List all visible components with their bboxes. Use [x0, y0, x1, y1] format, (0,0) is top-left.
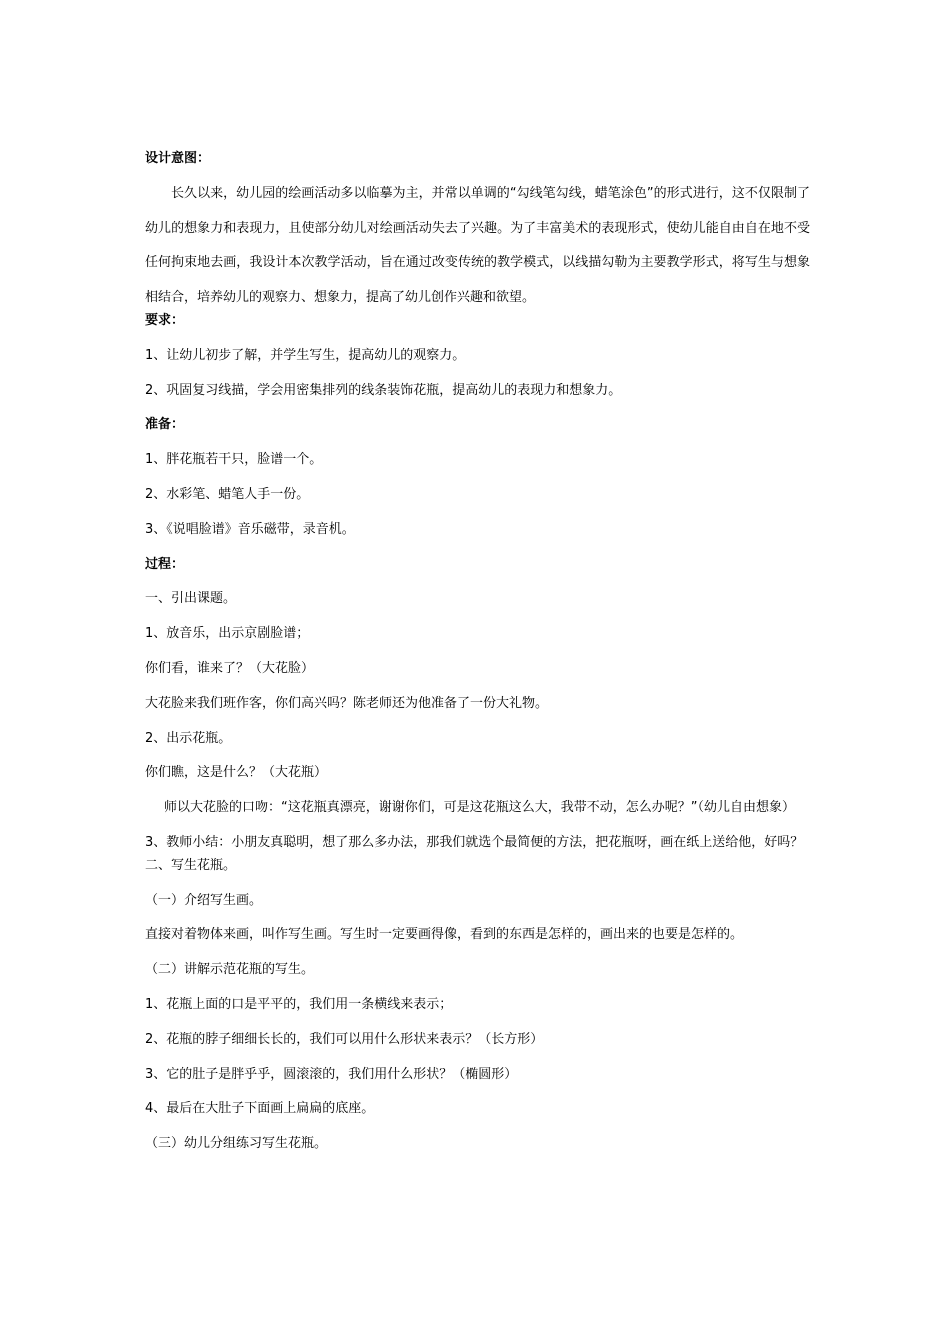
- process-line-5: 2、出示花瓶。: [145, 730, 232, 746]
- preparation-item-1: 1、胖花瓶若干只，脸谱一个。: [145, 452, 323, 468]
- process-line-7: 二、写生花瓶。: [145, 857, 237, 873]
- process-line-15: （三）幼儿分组练习写生花瓶。: [145, 1136, 328, 1152]
- heading-process: 过程：: [145, 556, 185, 572]
- process-line-9: 直接对着物体来画，叫作写生画。写生时一定要画得像，看到的东西是怎样的，画出来的也要是怎样的。: [145, 927, 744, 943]
- process-paragraph: [145, 791, 810, 861]
- document-page: [145, 148, 810, 1168]
- process-line-4: 大花脸来我们班作客，你们高兴吗？陈老师还为他准备了一份大礼物。: [145, 695, 549, 711]
- process-line-6: 你们瞧，这是什么？（大花瓶）: [145, 765, 328, 781]
- requirement-item-2: 2、巩固复习线描，学会用密集排列的线条装饰花瓶，提高幼儿的表现力和想象力。: [145, 382, 622, 398]
- design-intent-paragraph: [145, 177, 810, 316]
- process-line-3: 你们看，谁来了？（大花脸）: [145, 660, 315, 676]
- preparation-item-2: 2、水彩笔、蜡笔人手一份。: [145, 486, 310, 502]
- heading-requirements: 要求：: [145, 312, 185, 328]
- preparation-item-3: 3、《说唱脸谱》音乐磁带，录音机。: [145, 521, 355, 537]
- process-line-14: 4、最后在大肚子下面画上扁扁的底座。: [145, 1101, 375, 1117]
- process-line-8: （一）介绍写生画。: [145, 892, 263, 908]
- process-line-2: 1、放音乐，出示京剧脸谱；: [145, 626, 310, 642]
- process-line-11: 1、花瓶上面的口是平平的，我们用一条横线来表示；: [145, 996, 453, 1012]
- process-line-1: 一、引出课题。: [145, 591, 237, 607]
- process-paragraph-text: 师以大花脸的口吻：“这花瓶真漂亮，谢谢你们，可是这花瓶这么大，我带不动，怎么办呢？”（幼儿自由想象）3、教师小结：小朋友真聪明，想了那么多办法，那我们就选个最简便的方法，把花瓶呀，画在纸上送给他，好吗？: [145, 800, 804, 850]
- process-line-12: 2、花瓶的脖子细细长长的，我们可以用什么形状来表示？（长方形）: [145, 1031, 544, 1047]
- heading-preparation: 准备：: [145, 417, 185, 433]
- process-line-13: 3、它的肚子是胖乎乎，圆滚滚的，我们用什么形状？（椭圆形）: [145, 1066, 518, 1082]
- requirement-item-1: 1、让幼儿初步了解，并学生写生，提高幼儿的观察力。: [145, 347, 466, 363]
- design-intent-text: 长久以来，幼儿园的绘画活动多以临摹为主，并常以单调的“勾线笔勾线，蜡笔涂色”的形式进行，这不仅限制了幼儿的想象力和表现力，且使部分幼儿对绘画活动失去了兴趣。为了丰富美术的表现形式，使幼儿能自由自在地不受任何拘束地去画，我设计本次教学活动，旨在通过改变传统的教学模式，以线描勾勒为主要教学形式，将写生与想象相结合，培养幼儿的观察力、想象力，提高了幼儿创作兴趣和欲望。: [145, 185, 810, 306]
- heading-design-intent: 设计意图：: [145, 151, 211, 166]
- process-line-10: （二）讲解示范花瓶的写生。: [145, 962, 315, 978]
